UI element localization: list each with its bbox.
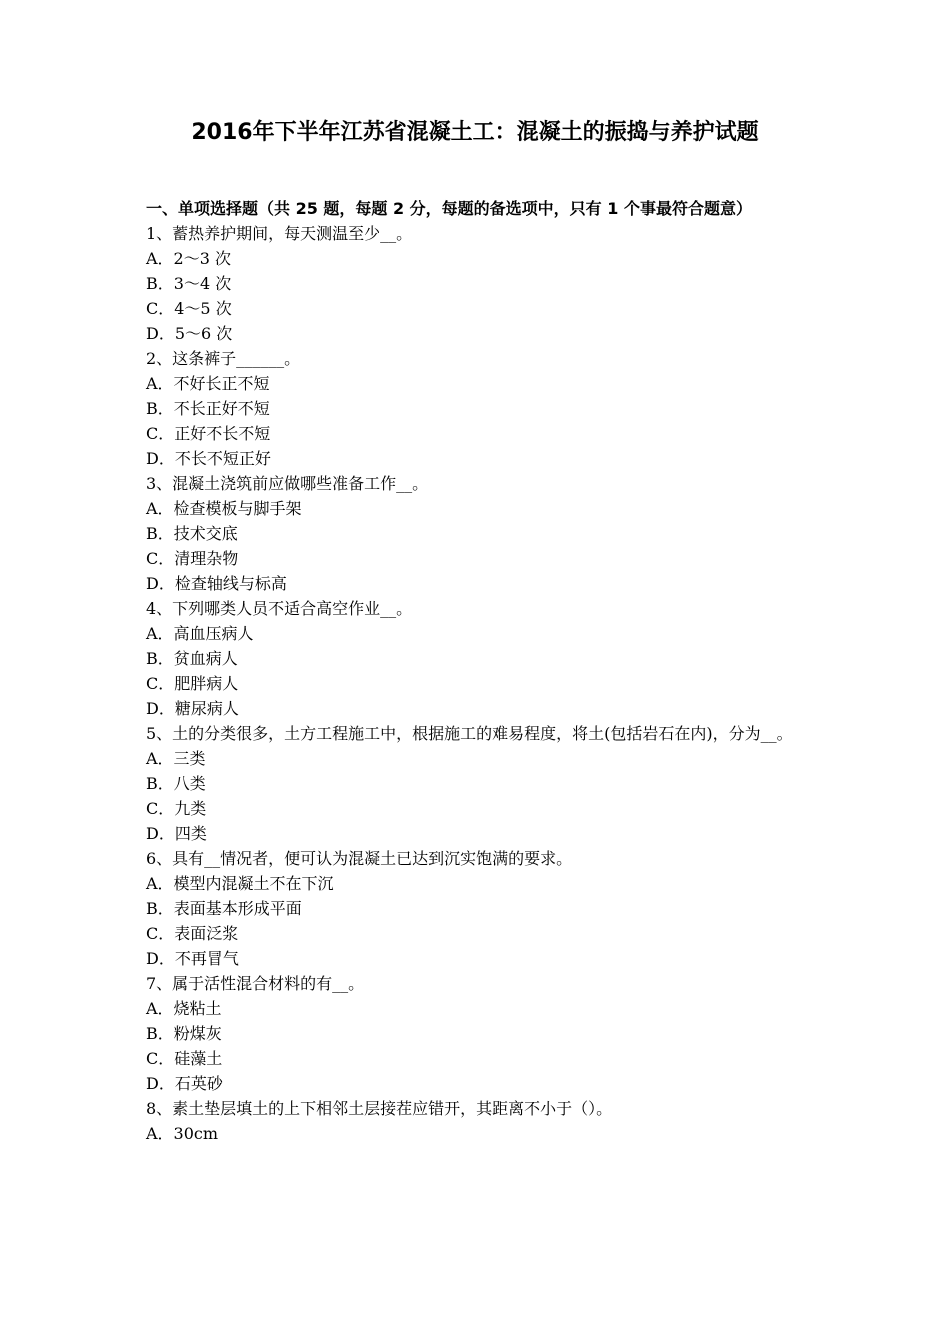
question-option: C．硅藻土 [146, 1049, 223, 1068]
question-item [146, 471, 810, 596]
question-option: D．不长不短正好 [146, 449, 271, 468]
question-item [146, 971, 810, 1096]
question-stem: 6、具有__情况者，便可认为混凝土已达到沉实饱满的要求。 [146, 849, 573, 868]
question-option: A．2～3 次 [146, 249, 232, 268]
question-stem: 5、土的分类很多，土方工程施工中，根据施工的难易程度，将土(包括岩石在内)，分为__。 [146, 724, 793, 743]
question-stem: 1、蓄热养护期间，每天测温至少__。 [146, 224, 413, 243]
question-option: D．检查轴线与标高 [146, 574, 287, 593]
question-option: A．检查模板与脚手架 [146, 499, 302, 518]
question-option: B．贫血病人 [146, 649, 238, 668]
question-option: B．八类 [146, 774, 206, 793]
question-option: D．不再冒气 [146, 949, 239, 968]
question-option: C．正好不长不短 [146, 424, 271, 443]
question-option: B．表面基本形成平面 [146, 899, 302, 918]
question-option: D．5～6 次 [146, 324, 233, 343]
question-stem: 7、属于活性混合材料的有__。 [146, 974, 365, 993]
question-option: A．30cm [146, 1124, 219, 1143]
question-option: C．清理杂物 [146, 549, 239, 568]
question-option: D．石英砂 [146, 1074, 223, 1093]
question-stem: 3、混凝土浇筑前应做哪些准备工作__。 [146, 474, 429, 493]
question-option: D．四类 [146, 824, 207, 843]
question-item [146, 221, 810, 346]
question-option: B．技术交底 [146, 524, 238, 543]
question-stem: 8、素土垫层填土的上下相邻土层接茬应错开，其距离不小于（）。 [146, 1099, 613, 1118]
document-body [146, 196, 810, 1146]
document-title: 2016年下半年江苏省混凝土工：混凝土的振捣与养护试题 [191, 120, 759, 145]
question-item [146, 346, 810, 471]
question-option: D．糖尿病人 [146, 699, 239, 718]
question-item [146, 596, 810, 721]
question-option: A．不好长正不短 [146, 374, 270, 393]
question-option: C．肥胖病人 [146, 674, 239, 693]
question-item [146, 1096, 810, 1146]
question-stem: 2、这条裤子______。 [146, 349, 301, 368]
question-option: A．烧粘土 [146, 999, 222, 1018]
question-option: A．模型内混凝土不在下沉 [146, 874, 334, 893]
question-option: B．3～4 次 [146, 274, 232, 293]
question-option: B．粉煤灰 [146, 1024, 222, 1043]
question-option: B．不长正好不短 [146, 399, 270, 418]
question-option: A．三类 [146, 749, 206, 768]
question-option: C．表面泛浆 [146, 924, 239, 943]
section-heading: 一、单项选择题（共 25 题，每题 2 分，每题的备选项中，只有 1 个事最符合题意） [146, 199, 752, 218]
question-item [146, 721, 810, 846]
question-item [146, 846, 810, 971]
question-stem: 4、下列哪类人员不适合高空作业__。 [146, 599, 413, 618]
question-list [146, 221, 810, 1146]
question-option: A．高血压病人 [146, 624, 254, 643]
question-option: C．九类 [146, 799, 207, 818]
question-option: C．4～5 次 [146, 299, 232, 318]
